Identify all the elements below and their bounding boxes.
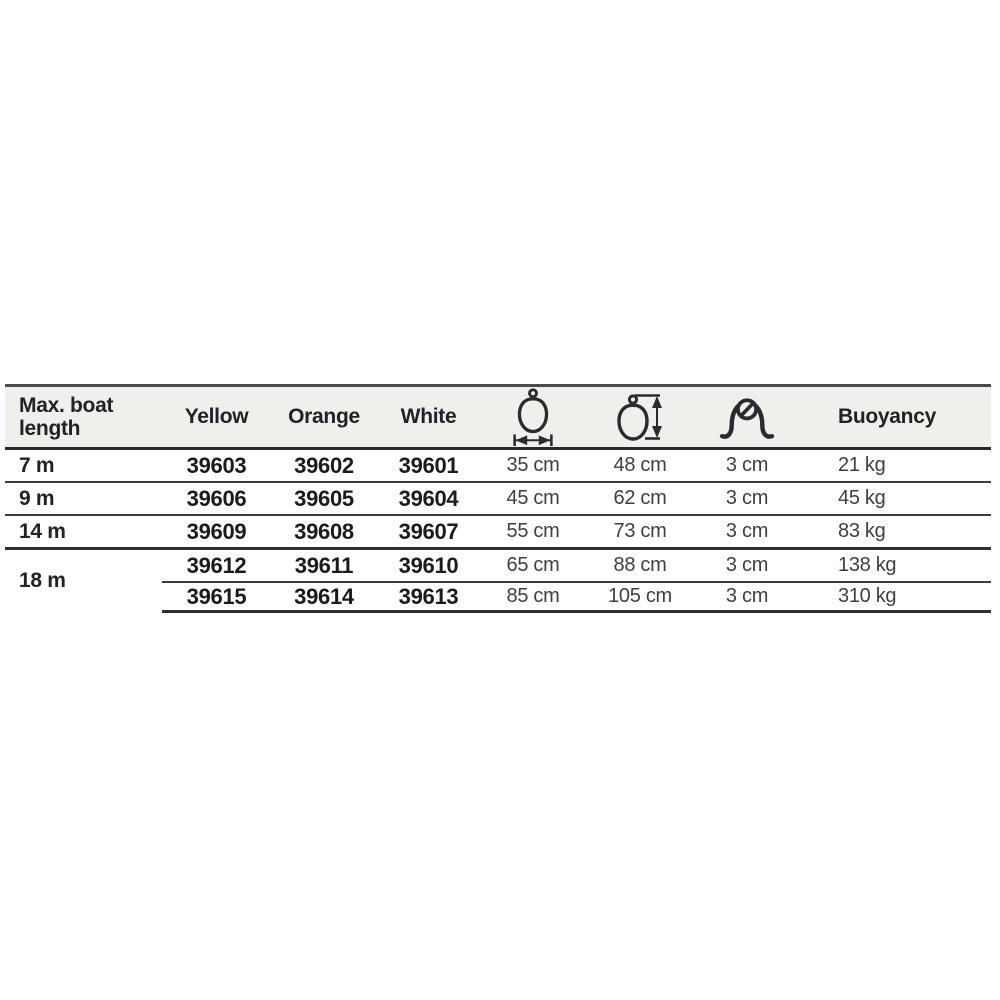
header-buoyancy: Buoyancy: [800, 386, 991, 449]
article-white-cell: 39607: [377, 515, 480, 549]
height-cell: 48 cm: [586, 449, 694, 483]
diameter-cell: 35 cm: [480, 449, 586, 483]
rope-eye-cell: 3 cm: [694, 482, 800, 515]
header-max-boat-length-label: Max. boat length: [19, 393, 114, 440]
height-cell: 88 cm: [586, 549, 694, 583]
fender-height-icon: [615, 405, 665, 428]
table-row: [5, 449, 991, 483]
article-yellow-cell: 39603: [162, 449, 271, 483]
article-yellow-cell: 39615: [162, 582, 271, 612]
diameter-cell: 45 cm: [480, 482, 586, 515]
boat-length-cell: 14 m: [5, 515, 162, 549]
rope-eye-diameter-icon: [717, 405, 777, 428]
fender-spec-table-container: [5, 384, 991, 613]
header-max-boat-length: [5, 386, 162, 449]
height-cell: 62 cm: [586, 482, 694, 515]
diameter-cell: 55 cm: [480, 515, 586, 549]
diameter-cell: 65 cm: [480, 549, 586, 583]
header-orange: Orange: [271, 386, 377, 449]
article-orange-cell: 39611: [271, 549, 377, 583]
buoyancy-cell: 138 kg: [800, 549, 991, 583]
article-orange-cell: 39602: [271, 449, 377, 483]
header-yellow: Yellow: [162, 386, 271, 449]
fender-spec-table: [5, 384, 991, 613]
height-cell: 73 cm: [586, 515, 694, 549]
header-fender-diameter: [480, 386, 586, 449]
buoyancy-cell: 310 kg: [800, 582, 991, 612]
article-yellow-cell: 39606: [162, 482, 271, 515]
table-row: [5, 549, 991, 583]
rope-eye-cell: 3 cm: [694, 582, 800, 612]
buoyancy-cell: 21 kg: [800, 449, 991, 483]
header-rope-eye-diameter: [694, 386, 800, 449]
height-cell: 105 cm: [586, 582, 694, 612]
table-header-row: [5, 386, 991, 449]
rope-eye-cell: 3 cm: [694, 549, 800, 583]
article-orange-cell: 39605: [271, 482, 377, 515]
article-white-cell: 39604: [377, 482, 480, 515]
rope-eye-cell: 3 cm: [694, 449, 800, 483]
header-white: White: [377, 386, 480, 449]
rope-eye-cell: 3 cm: [694, 515, 800, 549]
table-row: [5, 482, 991, 515]
fender-width-diameter-icon: [511, 405, 555, 428]
diameter-cell: 85 cm: [480, 582, 586, 612]
boat-length-cell: 9 m: [5, 482, 162, 515]
buoyancy-cell: 45 kg: [800, 482, 991, 515]
article-white-cell: 39610: [377, 549, 480, 583]
boat-length-cell: 7 m: [5, 449, 162, 483]
article-orange-cell: 39614: [271, 582, 377, 612]
buoyancy-cell: 83 kg: [800, 515, 991, 549]
article-yellow-cell: 39612: [162, 549, 271, 583]
article-white-cell: 39613: [377, 582, 480, 612]
article-orange-cell: 39608: [271, 515, 377, 549]
article-white-cell: 39601: [377, 449, 480, 483]
table-row: [5, 515, 991, 549]
header-fender-height: [586, 386, 694, 449]
article-yellow-cell: 39609: [162, 515, 271, 549]
boat-length-cell-merged: 18 m: [19, 568, 66, 592]
